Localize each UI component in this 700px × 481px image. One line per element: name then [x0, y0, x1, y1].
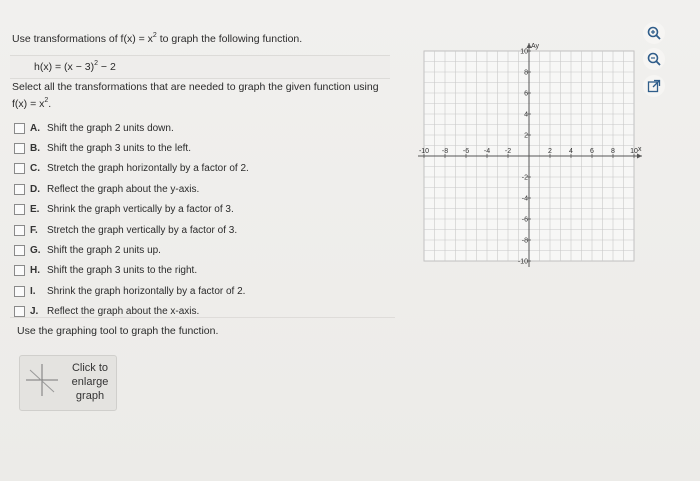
- y-tick-label: 4: [524, 111, 528, 119]
- x-tick-label: -10: [418, 148, 430, 155]
- option-checkbox[interactable]: [14, 163, 25, 174]
- section-divider: [10, 317, 395, 318]
- y-tick-label: -10: [517, 258, 528, 266]
- option-label: Stretch the graph vertically by a factor of 3.: [47, 224, 238, 236]
- zoom-in-icon: [646, 25, 662, 41]
- option-checkbox[interactable]: [14, 306, 25, 317]
- y-tick-label: -6: [521, 216, 528, 224]
- option-letter: C.: [30, 163, 40, 175]
- option-row[interactable]: [14, 179, 249, 199]
- option-checkbox[interactable]: [14, 204, 25, 215]
- option-letter: I.: [30, 285, 36, 297]
- enlarge-graph-label: Click to enlarge graph: [71, 362, 109, 402]
- option-label: Reflect the graph about the y-axis.: [47, 183, 200, 195]
- external-link-icon: [647, 79, 661, 93]
- option-label: Shrink the graph vertically by a factor of 3.: [47, 204, 234, 216]
- option-checkbox[interactable]: [14, 123, 25, 134]
- option-checkbox[interactable]: [14, 225, 25, 236]
- function-equation: $h(x) = (x - 3)^2 - 2$: [34, 60, 116, 73]
- option-letter: D.: [30, 183, 40, 195]
- zoom-in-button[interactable]: [643, 22, 665, 44]
- option-checkbox[interactable]: [14, 286, 25, 297]
- option-label: Reflect the graph about the x-axis.: [47, 306, 200, 318]
- x-tick-label: 2: [548, 148, 552, 155]
- option-label: Shift the graph 3 units to the right.: [47, 265, 198, 277]
- y-tick-label: 8: [524, 69, 528, 77]
- x-tick-label: 6: [590, 148, 594, 155]
- y-tick-label: 6: [524, 90, 528, 98]
- option-letter: A.: [30, 122, 40, 134]
- question-prompt: Use transformations of $f(x) = x^2$ to graph the following function.: [12, 32, 303, 45]
- y-axis-label: Ay: [531, 43, 540, 50]
- option-letter: E.: [30, 204, 40, 216]
- graph-thumbnail-icon: [26, 364, 58, 396]
- y-tick-label: -2: [521, 174, 528, 182]
- x-tick-label: 8: [611, 148, 615, 155]
- select-instruction: Select all the transformations that are needed to graph the given function using: [12, 81, 379, 93]
- option-row[interactable]: [14, 118, 249, 138]
- select-instruction-base: $f(x) = x^2$.: [12, 97, 52, 110]
- option-row[interactable]: [14, 220, 249, 240]
- option-row[interactable]: [14, 159, 249, 179]
- option-row[interactable]: [14, 240, 249, 260]
- option-row[interactable]: [14, 200, 249, 220]
- graph-instruction: Use the graphing tool to graph the function.: [17, 325, 219, 337]
- option-letter: B.: [30, 143, 40, 155]
- x-tick-label: 10: [630, 148, 638, 155]
- option-row[interactable]: [14, 302, 249, 322]
- x-tick-label: -6: [462, 148, 470, 155]
- option-letter: F.: [30, 224, 38, 236]
- option-letter: H.: [30, 265, 40, 277]
- y-tick-label: -8: [521, 237, 528, 245]
- x-axis-label: x: [638, 146, 642, 153]
- option-label: Shrink the graph horizontally by a factor of 2.: [47, 285, 246, 297]
- transformation-options: [14, 118, 249, 322]
- option-label: Shift the graph 2 units down.: [47, 122, 174, 134]
- x-tick-label: -8: [441, 148, 449, 155]
- coordinate-graph[interactable]: [418, 32, 642, 266]
- option-label: Shift the graph 2 units up.: [47, 245, 161, 257]
- x-tick-label: 4: [569, 148, 573, 155]
- x-tick-label: -4: [483, 148, 491, 155]
- option-row[interactable]: [14, 138, 249, 158]
- option-label: Shift the graph 3 units to the left.: [47, 143, 191, 155]
- enlarge-graph-button[interactable]: [19, 355, 117, 411]
- option-letter: G.: [30, 245, 41, 257]
- option-label: Stretch the graph horizontally by a factor of 2.: [47, 163, 249, 175]
- option-checkbox[interactable]: [14, 184, 25, 195]
- zoom-out-button[interactable]: [643, 48, 665, 70]
- option-row[interactable]: [14, 281, 249, 301]
- option-checkbox[interactable]: [14, 265, 25, 276]
- open-external-button[interactable]: [643, 75, 665, 97]
- y-tick-label: 2: [524, 132, 528, 140]
- option-checkbox[interactable]: [14, 245, 25, 256]
- x-tick-label: -2: [504, 148, 512, 155]
- option-checkbox[interactable]: [14, 143, 25, 154]
- zoom-out-icon: [646, 51, 662, 67]
- y-tick-label: -4: [521, 195, 528, 203]
- option-letter: J.: [30, 306, 39, 318]
- option-row[interactable]: [14, 261, 249, 281]
- y-tick-label: 10: [520, 48, 528, 56]
